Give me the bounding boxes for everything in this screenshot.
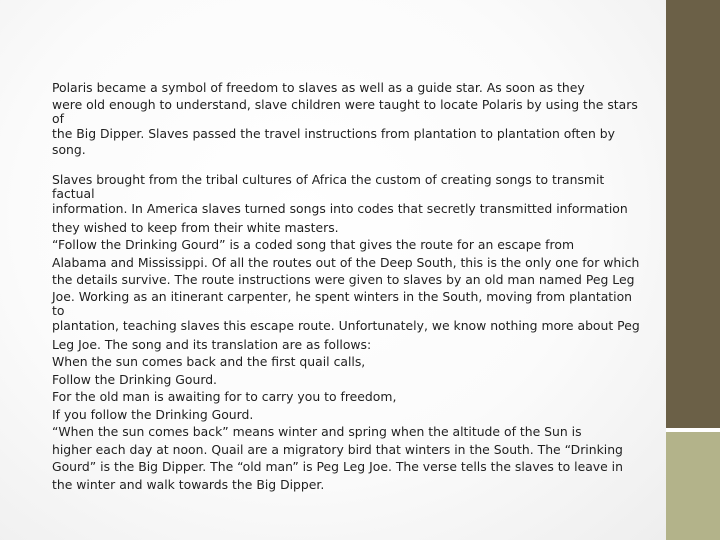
paragraph-polaris (52, 79, 640, 157)
text-line: the winter and walk towards the Big Dipper. (52, 476, 325, 492)
text-line: information. In America slaves turned songs into codes that secretly transmitted information (52, 200, 628, 216)
text-line: were old enough to understand, slave children were taught to locate Polaris by using the stars (52, 96, 638, 112)
slide-body-text (52, 79, 640, 493)
text-line: Joe. Working as an itinerant carpenter, he spent winters in the South, moving from plantation (52, 288, 633, 304)
text-line: Slaves brought from the tribal cultures of Africa the custom of creating songs to transmit (52, 171, 605, 187)
song-line: For the old man is awaiting for to carry you to freedom, (52, 389, 397, 404)
text-line: Gourd” is the Big Dipper. The “old man” is Peg Leg Joe. The verse tells the slaves to leave in (52, 459, 623, 474)
text-line: higher each day at noon. Quail are a migratory bird that winters in the South. The “Drinking (52, 441, 623, 457)
text-line: the details survive. The route instructions were given to slaves by an old man named Peg Leg (52, 272, 635, 287)
side-bar-accent (666, 432, 720, 540)
text-line: to (52, 302, 65, 318)
text-line: Alabama and Mississippi. Of all the routes out of the Deep South, this is the only one for which (52, 254, 640, 270)
song-line: When the sun comes back and the first quail calls, (52, 354, 366, 369)
text-line: Leg Joe. The song and its translation are as follows: (52, 336, 372, 352)
text-line: “When the sun comes back” means winter and spring when the altitude of the Sun is (52, 424, 582, 439)
text-line: the Big Dipper. Slaves passed the travel instructions from plantation to plantation often by (52, 125, 615, 141)
song-line: Follow the Drinking Gourd. (52, 371, 217, 387)
text-line: factual (52, 185, 95, 201)
song-line: If you follow the Drinking Gourd. (52, 406, 254, 422)
text-line: song. (52, 141, 86, 157)
text-line: they wished to keep from their white masters. (52, 219, 339, 235)
text-line: of (52, 110, 64, 126)
text-line: plantation, teaching slaves this escape route. Unfortunately, we know nothing more about Peg (52, 317, 640, 333)
text-line: Polaris became a symbol of freedom to slaves as well as a guide star. As soon as they (52, 80, 585, 95)
paragraph-drinking-gourd (52, 172, 640, 494)
text-line: “Follow the Drinking Gourd” is a coded song that gives the route for an escape from (52, 237, 575, 252)
